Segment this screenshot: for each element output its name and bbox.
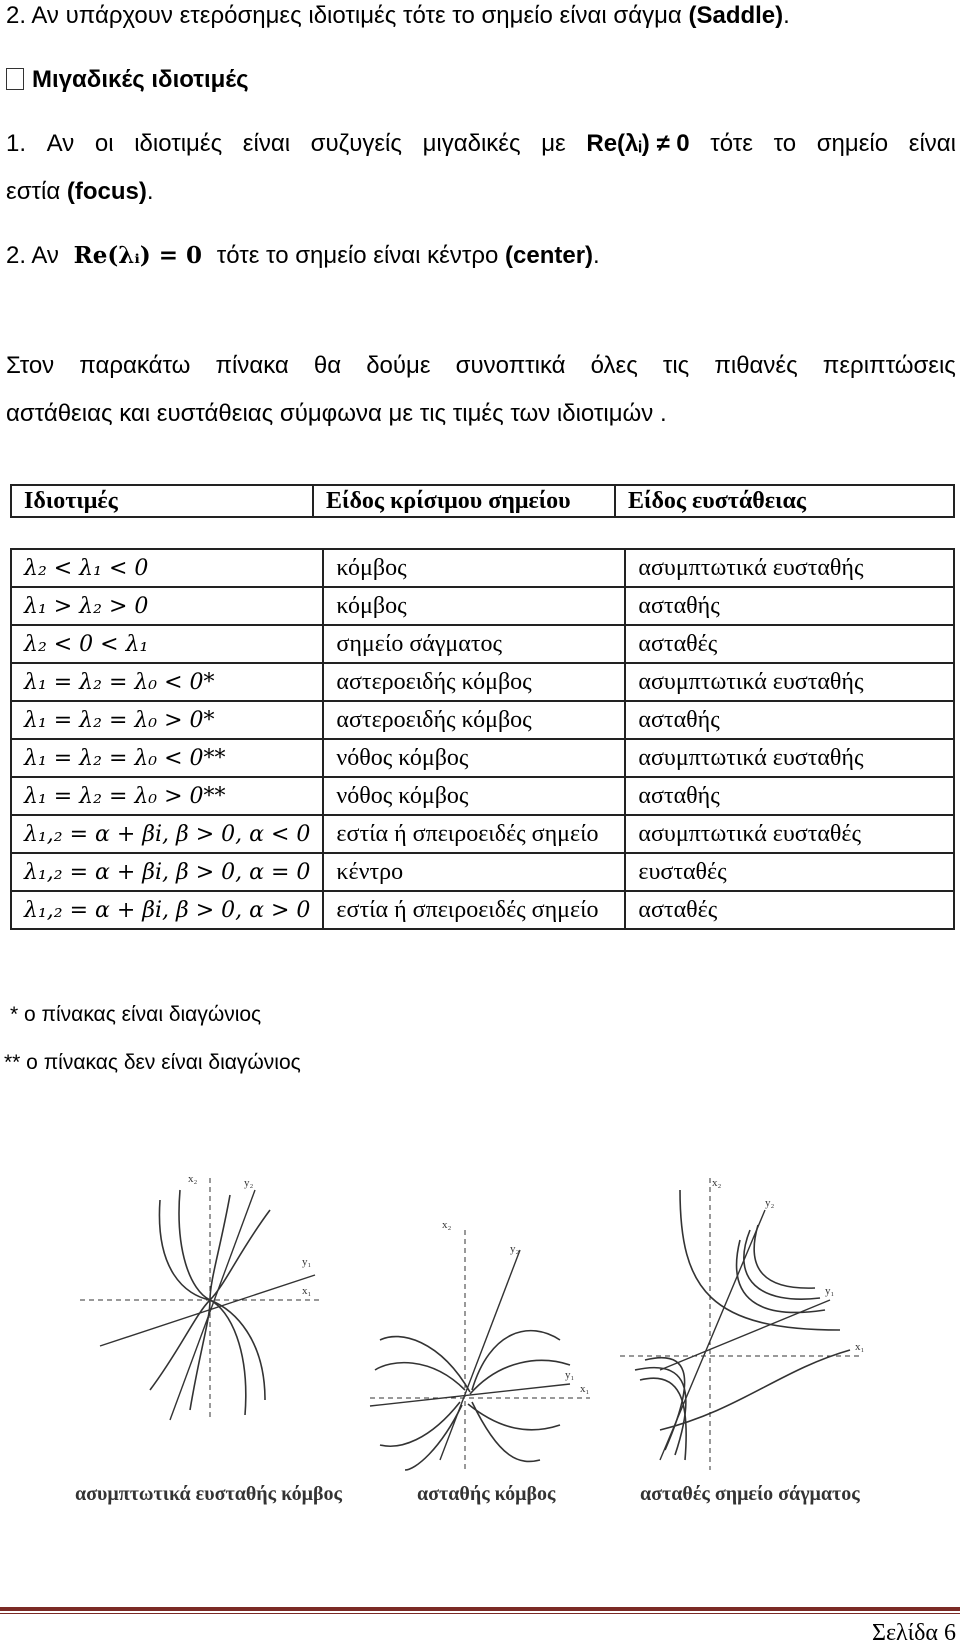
- stability-cell: ασυμπτωτικά ευσταθής: [625, 549, 954, 587]
- axis-label: y₂: [510, 1243, 520, 1255]
- table-row: [11, 663, 954, 701]
- page-number: Σελίδα 6: [871, 1620, 956, 1646]
- eigenvalue-cell: λ₂ < λ₁ < 0: [11, 549, 323, 587]
- caption-stable-node: ασυμπτωτικά ευσταθής κόμβος: [75, 1483, 342, 1505]
- axis-label: y₁: [302, 1256, 312, 1268]
- eigenvalue-cell: λ₁,₂ = α + βi, β > 0, α = 0: [11, 853, 323, 891]
- table-row: [11, 625, 954, 663]
- eigenvalue-cell: λ₁,₂ = α + βi, β > 0, α < 0: [11, 815, 323, 853]
- word: σημείο: [816, 130, 889, 157]
- phase-portraits: [60, 1170, 880, 1490]
- saddle-portrait: [620, 1177, 865, 1470]
- period: .: [783, 2, 790, 29]
- stable-node-portrait: [80, 1173, 320, 1420]
- word: μιγαδικές: [422, 130, 521, 157]
- intro-line1: [6, 352, 956, 380]
- word: Στον: [6, 352, 55, 379]
- bullet-box-icon: [6, 68, 24, 90]
- word: θα: [313, 352, 342, 379]
- footer-rule-thick: [0, 1607, 960, 1611]
- stability-cell: ασταθής: [625, 701, 954, 739]
- axis-label: y₂: [244, 1177, 254, 1189]
- word: ιδιοτιμές: [134, 130, 223, 157]
- focus-paragraph-line2: [6, 178, 154, 206]
- axis-label: y₂: [765, 1197, 775, 1209]
- critical-point-cell: νόθος κόμβος: [323, 777, 625, 815]
- word: τις: [662, 352, 690, 379]
- critical-point-cell: αστεροειδής κόμβος: [323, 701, 625, 739]
- stability-cell: ασυμπτωτικά ευσταθής: [625, 739, 954, 777]
- stability-cell: ασταθές: [625, 625, 954, 663]
- eigenvalue-cell: λ₂ < 0 < λ₁: [11, 625, 323, 663]
- table-row: [11, 853, 954, 891]
- critical-point-cell: κόμβος: [323, 587, 625, 625]
- axis-label: x₂: [712, 1177, 722, 1189]
- word: είναι: [242, 130, 291, 157]
- stability-cell: ασυμπτωτικά ευσταθής: [625, 663, 954, 701]
- stability-cell: ασταθής: [625, 777, 954, 815]
- eigenvalue-cell: λ₁ = λ₂ = λ₀ < 0*: [11, 663, 323, 701]
- table-row: [11, 777, 954, 815]
- table-row: [11, 587, 954, 625]
- stability-cell: ευσταθές: [625, 853, 954, 891]
- header-critical-point: Είδος κρίσιμου σημείου: [313, 485, 615, 517]
- footnote-non-diagonal: ** ο πίνακας δεν είναι διαγώνιος: [4, 1051, 301, 1074]
- eigenvalue-cell: λ₁ = λ₂ = λ₀ < 0**: [11, 739, 323, 777]
- complex-heading: [6, 66, 249, 94]
- table-row: [11, 815, 954, 853]
- item-number: 2.: [6, 2, 27, 29]
- saddle-paragraph: [6, 2, 790, 30]
- word: συζυγείς: [310, 130, 402, 157]
- word: εστία: [6, 178, 61, 205]
- caption-saddle: ασταθές σημείο σάγματος: [640, 1483, 860, 1505]
- intro-line2: αστάθειας και ευστάθειας σύμφωνα με τις τιμές των ιδιοτιμών .: [6, 400, 667, 427]
- caption-unstable-node: ασταθής κόμβος: [417, 1483, 556, 1505]
- stability-cell: ασυμπτωτικά ευσταθές: [625, 815, 954, 853]
- table-row: [11, 891, 954, 929]
- footnote-diagonal: * ο πίνακας είναι διαγώνιος: [10, 1003, 262, 1026]
- axis-label: x₁: [302, 1285, 312, 1297]
- critical-point-cell: σημείο σάγματος: [323, 625, 625, 663]
- axis-label: x₁: [855, 1341, 865, 1353]
- word: όλες: [590, 352, 638, 379]
- period: .: [146, 178, 154, 205]
- eigenvalue-cell: λ₁ = λ₂ = λ₀ > 0*: [11, 701, 323, 739]
- critical-point-cell: εστία ή σπειροειδές σημείο: [323, 815, 625, 853]
- focus-term: (focus): [66, 178, 147, 205]
- stability-cell: ασταθής: [625, 587, 954, 625]
- focus-paragraph-line1: [6, 130, 956, 158]
- critical-point-cell: κόμβος: [323, 549, 625, 587]
- word: οι: [94, 130, 114, 157]
- period: .: [593, 242, 600, 269]
- word: το: [773, 130, 797, 157]
- table-row: [11, 739, 954, 777]
- center-term: (center): [505, 242, 594, 269]
- re-lambda-condition: Re(λᵢ) ≠ 0: [586, 130, 690, 157]
- axis-label: y₁: [565, 1369, 575, 1381]
- word: πίνακα: [215, 352, 289, 379]
- word: δούμε: [366, 352, 431, 379]
- table-row: [11, 549, 954, 587]
- complex-heading-text: Μιγαδικές ιδιοτιμές: [32, 66, 249, 93]
- footer-rule-thin: [0, 1613, 960, 1614]
- critical-point-cell: αστεροειδής κόμβος: [323, 663, 625, 701]
- word: περιπτώσεις: [822, 352, 956, 379]
- center-text: τότε το σημείο είναι κέντρο: [216, 242, 499, 269]
- saddle-text: Αν υπάρχουν ετερόσημες ιδιοτιμές τότε το σημείο είναι σάγμα: [31, 2, 682, 29]
- eigenvalue-table-header: [10, 484, 955, 518]
- axis-label: y₁: [825, 1285, 835, 1297]
- word: είναι: [908, 130, 956, 157]
- word: τότε: [710, 130, 753, 157]
- item-number: 1.: [6, 130, 27, 157]
- item-number: 2.: [6, 242, 27, 269]
- header-eigenvalues: Ιδιοτιμές: [11, 485, 313, 517]
- center-paragraph: [6, 242, 600, 270]
- header-stability: Είδος ευστάθειας: [615, 485, 954, 517]
- unstable-node-portrait: [370, 1219, 590, 1470]
- table-row: [11, 701, 954, 739]
- critical-point-cell: εστία ή σπειροειδές σημείο: [323, 891, 625, 929]
- eigenvalue-table: [10, 548, 955, 930]
- critical-point-cell: νόθος κόμβος: [323, 739, 625, 777]
- axis-label: x₁: [580, 1383, 590, 1395]
- stability-cell: ασταθές: [625, 891, 954, 929]
- word: με: [541, 130, 566, 157]
- saddle-term: (Saddle): [688, 2, 784, 29]
- eigenvalue-cell: λ₁ = λ₂ = λ₀ > 0**: [11, 777, 323, 815]
- axis-label: x₂: [188, 1173, 198, 1185]
- eigenvalue-cell: λ₁ > λ₂ > 0: [11, 587, 323, 625]
- word: πιθανές: [714, 352, 798, 379]
- eigenvalue-cell: λ₁,₂ = α + βi, β > 0, α > 0: [11, 891, 323, 929]
- word: Αν: [31, 242, 59, 269]
- axis-label: x₂: [442, 1219, 452, 1231]
- word: συνοπτικά: [455, 352, 566, 379]
- word: παρακάτω: [79, 352, 191, 379]
- critical-point-cell: κέντρο: [323, 853, 625, 891]
- center-math: Re(λᵢ) = 0: [73, 242, 203, 269]
- word: Αν: [46, 130, 75, 157]
